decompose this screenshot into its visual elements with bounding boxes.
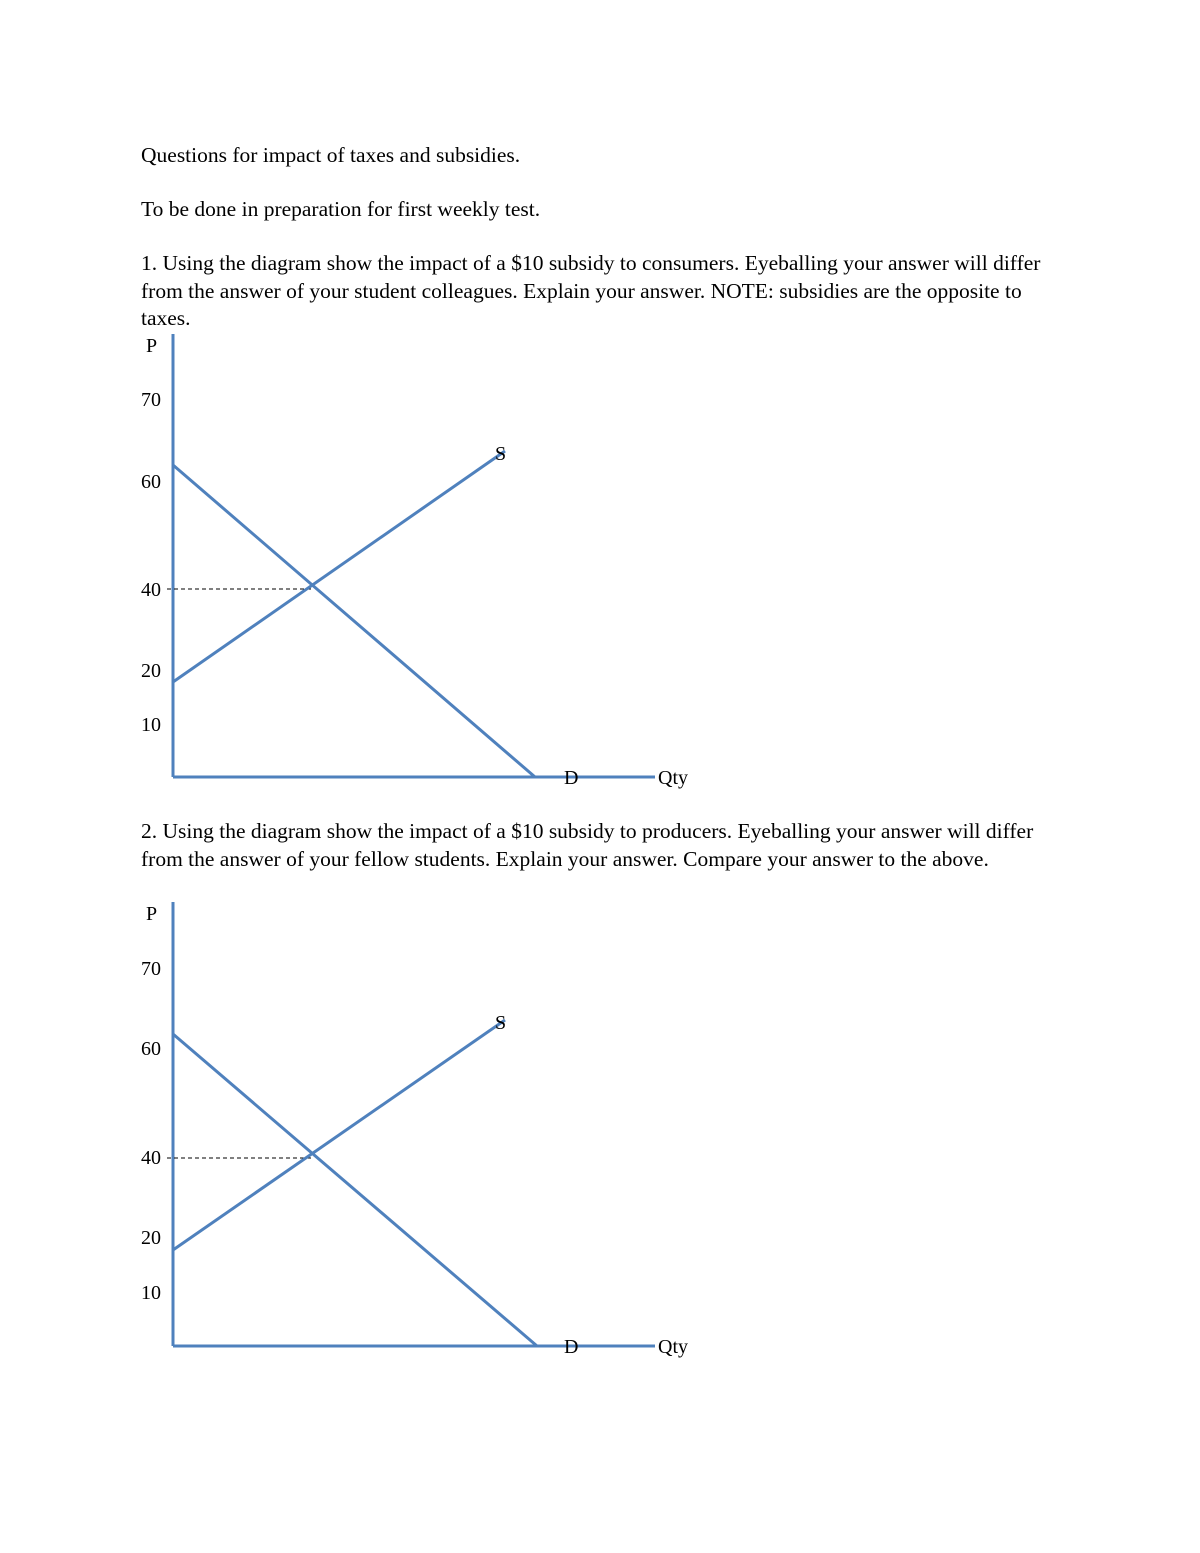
y-tick-10: 10 (141, 714, 161, 736)
demand-label: D (564, 767, 579, 789)
x-axis-label: Qty (658, 767, 688, 789)
y-tick-60: 60 (141, 1038, 161, 1060)
supply-label: S (495, 1012, 507, 1034)
document-heading: Questions for impact of taxes and subsidies. (141, 143, 521, 167)
supply-label: S (495, 443, 507, 465)
demand-label: D (564, 1336, 579, 1358)
y-tick-40: 40 (141, 1147, 161, 1169)
demand-curve (173, 1034, 537, 1346)
y-tick-70: 70 (141, 389, 161, 411)
question-2-text: 2. Using the diagram show the impact of a $10 subsidy to producers. Eyeballing your answer will differ from the answer of your fellow students. Explain your answer. Compare your answer to the above. (141, 819, 1034, 871)
supply-demand-diagram-1 (0, 330, 1200, 800)
y-tick-10: 10 (141, 1282, 161, 1304)
y-tick-70: 70 (141, 958, 161, 980)
supply-curve (173, 1020, 505, 1250)
y-axis-label: P (146, 335, 158, 357)
y-tick-20: 20 (141, 660, 161, 682)
supply-curve (173, 451, 505, 682)
y-axis-label: P (146, 903, 158, 925)
supply-demand-diagram-2 (0, 898, 1200, 1368)
demand-curve (173, 465, 535, 777)
document-subheading: To be done in preparation for first weekly test. (141, 197, 541, 221)
x-axis-label: Qty (658, 1336, 688, 1358)
y-tick-60: 60 (141, 471, 161, 493)
y-tick-20: 20 (141, 1227, 161, 1249)
y-tick-40: 40 (141, 579, 161, 601)
question-1-text: 1. Using the diagram show the impact of a $10 subsidy to consumers. Eyeballing your answer will differ from the answer of your student colleagues. Explain your answer. NOTE: subsidies are the opposite to taxes. (141, 251, 1041, 330)
